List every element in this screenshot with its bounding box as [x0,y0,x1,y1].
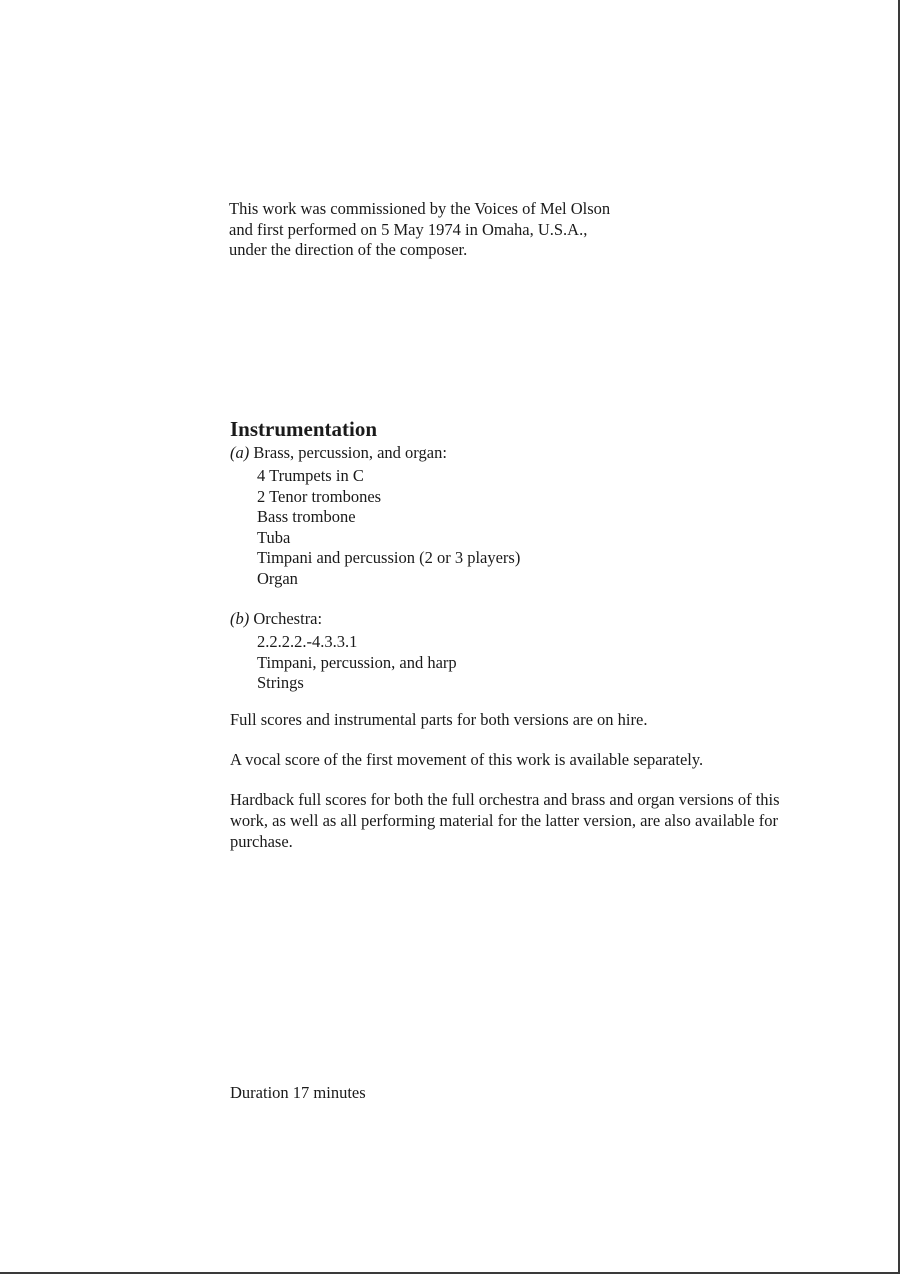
section-a-marker: (a) [230,443,250,462]
list-item: 4 Trumpets in C [257,466,364,485]
list-item: Tuba [257,527,291,547]
list-item: 2.2.2.2.-4.3.3.1 [257,632,358,651]
list-item: Strings [257,673,304,692]
list-item: Organ [257,568,298,588]
orchestra-instrument-list [257,632,850,694]
commission-line: and first performed on 5 May 1974 in Omaha, U.S.A., [229,219,588,239]
hardback-note: Hardback full scores for both the full orchestra and brass and organ versions of this work, as well as all performing material for the latter version, are also available for purchase. [230,789,780,851]
list-item: Timpani, percussion, and harp [257,652,457,672]
section-b-title: Orchestra: [253,609,323,628]
commission-line: under the direction of the composer. [229,240,468,259]
list-item: Timpani and percussion (2 or 3 players) [257,548,521,567]
instrumentation-section [230,416,850,852]
list-item: Bass trombone [257,507,356,526]
hire-note: Full scores and instrumental parts for both versions are on hire. [230,709,648,729]
instrumentation-heading: Instrumentation [230,417,378,441]
section-brass [230,442,850,589]
section-b-label [230,608,850,629]
commission-line: This work was commissioned by the Voices of Mel Olson [229,199,611,218]
section-orchestra [230,608,850,694]
vocal-score-note: A vocal score of the first movement of this work is available separately. [230,749,704,769]
list-item: 2 Tenor trombones [257,486,382,506]
brass-instrument-list [257,466,850,589]
section-b-marker: (b) [230,609,250,628]
duration-note: Duration 17 minutes [230,1083,366,1102]
section-a-title: Brass, percussion, and organ: [253,443,447,462]
section-a-label [230,442,850,463]
commission-note [229,199,749,261]
